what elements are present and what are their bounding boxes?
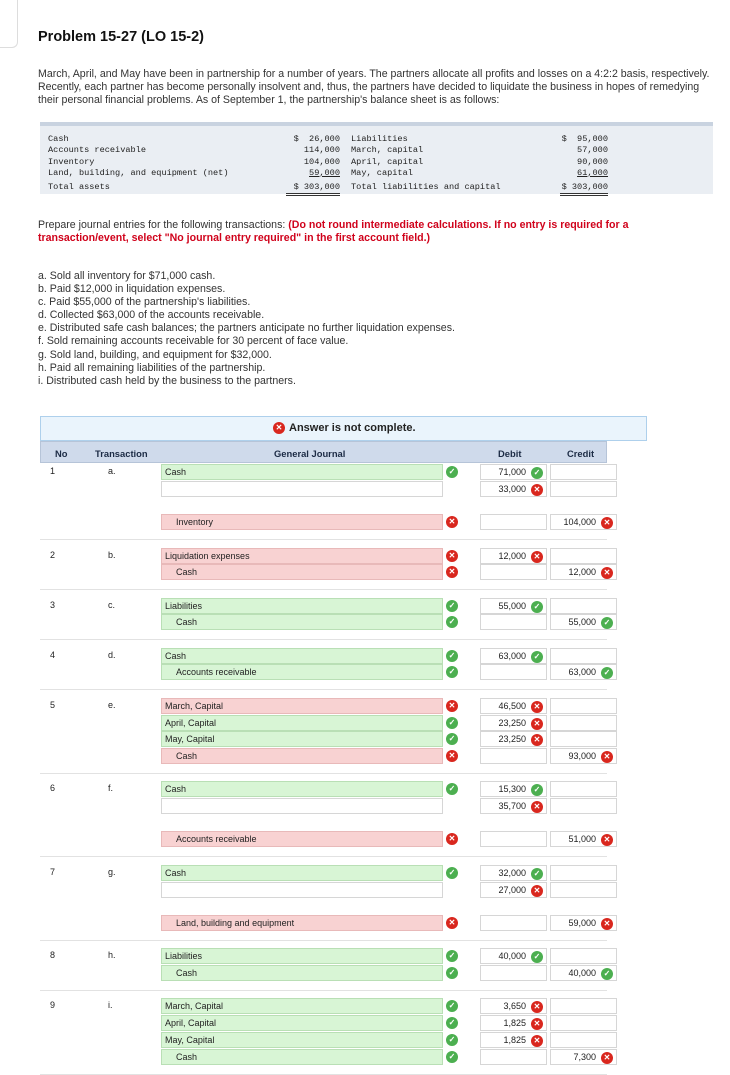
- correct-icon: [444, 731, 460, 747]
- x-icon: ✕: [601, 751, 613, 763]
- entry-divider: [40, 639, 607, 640]
- correct-icon: [444, 1015, 460, 1031]
- x-icon: ✕: [446, 750, 458, 762]
- transaction-item: i. Distributed cash held by the business to the partners.: [38, 374, 296, 387]
- credit-field[interactable]: [550, 948, 617, 964]
- header-debit: Debit: [498, 448, 522, 459]
- check-icon: ✓: [531, 651, 543, 663]
- debit-field[interactable]: [480, 715, 547, 731]
- debit-value: 1,825: [503, 1018, 526, 1029]
- account-field[interactable]: April, Capital: [161, 1015, 443, 1031]
- check-icon: ✓: [446, 600, 458, 612]
- credit-field[interactable]: [550, 915, 617, 931]
- correct-icon: [444, 664, 460, 680]
- credit-value: 63,000: [568, 667, 596, 678]
- account-field[interactable]: Cash: [161, 648, 443, 664]
- debit-value: 32,000: [498, 867, 526, 878]
- bs-asset-label: Cash: [48, 134, 69, 144]
- credit-value: 59,000: [568, 917, 596, 928]
- account-field[interactable]: Cash: [161, 865, 443, 881]
- debit-field[interactable]: [480, 915, 547, 931]
- debit-value: 46,500: [498, 700, 526, 711]
- bs-asset-value: 114,000: [303, 145, 340, 156]
- debit-value: 71,000: [498, 467, 526, 477]
- debit-field[interactable]: [480, 664, 547, 680]
- credit-field[interactable]: [550, 882, 617, 898]
- account-field[interactable]: [161, 481, 443, 497]
- debit-value: 15,300: [498, 784, 526, 795]
- debit-field[interactable]: [480, 598, 547, 614]
- entry-divider: [40, 940, 607, 941]
- debit-value: 12,000: [498, 550, 526, 561]
- debit-value: 23,250: [498, 717, 526, 728]
- account-field[interactable]: Accounts receivable: [161, 831, 443, 847]
- bs-total-assets-label: Total assets: [48, 182, 110, 193]
- x-icon: ✕: [531, 718, 543, 730]
- entry-number: 8: [50, 950, 56, 961]
- header-credit: Credit: [567, 448, 595, 459]
- check-icon: ✓: [446, 1051, 458, 1063]
- transaction-item: a. Sold all inventory for $71,000 cash.: [38, 270, 216, 282]
- x-icon: ✕: [531, 734, 543, 746]
- entry-number: 3: [50, 599, 56, 610]
- transaction-item: b. Paid $12,000 in liquidation expenses.: [38, 283, 226, 296]
- x-icon: ✕: [601, 567, 613, 579]
- account-field[interactable]: [161, 798, 443, 814]
- bs-liability-label: March, capital: [351, 145, 424, 156]
- bs-asset-labels: [48, 134, 229, 193]
- check-icon: ✓: [446, 967, 458, 979]
- credit-value: 7,300: [573, 1051, 596, 1062]
- correct-icon: [444, 865, 460, 881]
- bs-asset-label: Land, building, and equipment (net): [48, 167, 229, 178]
- entry-number: 1: [50, 466, 56, 476]
- entry-transaction: b.: [108, 549, 116, 560]
- bs-liability-label: Liabilities: [351, 134, 408, 144]
- journal-header: [40, 441, 607, 463]
- x-icon: ✕: [601, 918, 613, 930]
- entry-number: 9: [50, 1000, 56, 1011]
- credit-field[interactable]: [550, 698, 617, 714]
- correct-icon: [444, 648, 460, 664]
- transaction-item: h. Paid all remaining liabilities of the partnership.: [38, 361, 266, 374]
- correct-icon: [444, 715, 460, 731]
- bs-total-assets-value: $ 303,000: [286, 182, 340, 196]
- bs-total-liab-value: $ 303,000: [560, 182, 608, 196]
- account-field[interactable]: Cash: [161, 965, 443, 981]
- x-icon: ✕: [601, 1052, 613, 1064]
- account-field[interactable]: May, Capital: [161, 731, 443, 747]
- banner-text: Answer is not complete.: [289, 422, 416, 434]
- bs-liability-value: 61,000: [577, 167, 608, 178]
- bs-asset-value: $ 26,000: [293, 134, 340, 144]
- entry-transaction: i.: [108, 1000, 113, 1011]
- bs-liability-labels: [351, 134, 501, 193]
- correct-icon: [444, 948, 460, 964]
- account-field[interactable]: Cash: [161, 1049, 443, 1065]
- check-icon: ✓: [446, 466, 458, 478]
- credit-field[interactable]: [550, 464, 617, 480]
- bs-asset-value: 104,000: [303, 156, 340, 167]
- check-icon: ✓: [446, 1017, 458, 1029]
- debit-field[interactable]: [480, 798, 547, 814]
- correct-icon: [444, 781, 460, 797]
- account-field[interactable]: Cash: [161, 564, 443, 580]
- x-icon: ✕: [601, 517, 613, 529]
- debit-value: 63,000: [498, 650, 526, 661]
- credit-field[interactable]: [550, 1049, 617, 1065]
- debit-field[interactable]: [480, 882, 547, 898]
- credit-field[interactable]: [550, 598, 617, 614]
- debit-value: 40,000: [498, 951, 526, 962]
- debit-value: 1,825: [503, 1034, 526, 1045]
- account-field[interactable]: Cash: [161, 781, 443, 797]
- answer-status-banner: [40, 416, 647, 441]
- debit-value: 55,000: [498, 600, 526, 611]
- debit-field[interactable]: [480, 481, 547, 497]
- x-icon: ✕: [531, 1018, 543, 1030]
- debit-field[interactable]: [480, 831, 547, 847]
- instructions-text: Prepare journal entries for the following transactions:: [38, 219, 289, 231]
- instructions-emphasis: (Do not round intermediate calculations. If no entry is required for a transaction/event, select "No journal entry required" in the first account field.): [38, 219, 629, 244]
- entry-divider: [40, 539, 607, 540]
- check-icon: ✓: [446, 867, 458, 879]
- incorrect-icon: [444, 831, 460, 847]
- incorrect-icon: [444, 564, 460, 580]
- entry-number: 6: [50, 783, 56, 794]
- x-icon: ✕: [531, 1001, 543, 1013]
- bs-asset-value: 59,000: [309, 167, 340, 178]
- window-corner: [0, 0, 18, 48]
- debit-field[interactable]: [480, 514, 547, 530]
- debit-field[interactable]: [480, 564, 547, 580]
- x-icon: ✕: [531, 701, 543, 713]
- credit-field[interactable]: [550, 548, 617, 564]
- x-icon: ✕: [446, 917, 458, 929]
- debit-field[interactable]: [480, 464, 547, 480]
- correct-icon: [444, 598, 460, 614]
- check-icon: ✓: [446, 950, 458, 962]
- correct-icon: [444, 965, 460, 981]
- credit-field[interactable]: [550, 564, 617, 580]
- check-icon: ✓: [531, 951, 543, 963]
- credit-value: 40,000: [568, 968, 596, 978]
- balance-sheet: [40, 122, 713, 194]
- debit-field[interactable]: [480, 965, 547, 981]
- correct-icon: [444, 1032, 460, 1048]
- x-icon: ✕: [446, 566, 458, 578]
- entry-number: 4: [50, 649, 56, 660]
- account-field[interactable]: Cash: [161, 614, 443, 630]
- debit-value: 33,000: [498, 483, 526, 494]
- journal-table: [40, 441, 611, 1062]
- account-field[interactable]: March, Capital: [161, 698, 443, 714]
- account-field[interactable]: Cash: [161, 464, 443, 480]
- debit-field[interactable]: [480, 998, 547, 1014]
- incorrect-icon: [444, 915, 460, 931]
- check-icon: ✓: [446, 733, 458, 745]
- debit-field[interactable]: [480, 548, 547, 564]
- bs-asset-label: Accounts receivable: [48, 145, 146, 156]
- entry-divider: [40, 689, 607, 690]
- credit-field[interactable]: [550, 715, 617, 731]
- x-icon: ✕: [531, 1035, 543, 1047]
- account-field[interactable]: Liquidation expenses: [161, 548, 443, 564]
- debit-value: 27,000: [498, 884, 526, 895]
- bs-liability-values: [560, 134, 608, 196]
- credit-field[interactable]: [550, 998, 617, 1014]
- check-icon: ✓: [446, 666, 458, 678]
- credit-field[interactable]: [550, 781, 617, 797]
- check-icon: ✓: [446, 783, 458, 795]
- transaction-item: f. Sold remaining accounts receivable for 30 percent of face value.: [38, 335, 349, 348]
- incorrect-icon: [444, 548, 460, 564]
- banner-content: [273, 422, 416, 434]
- debit-field[interactable]: [480, 781, 547, 797]
- entry-transaction: g.: [108, 866, 116, 877]
- correct-icon: [444, 464, 460, 480]
- bs-total-liab-label: Total liabilities and capital: [351, 182, 501, 193]
- account-field[interactable]: Cash: [161, 748, 443, 764]
- debit-field[interactable]: [480, 614, 547, 630]
- debit-field[interactable]: [480, 748, 547, 764]
- credit-field[interactable]: [550, 831, 617, 847]
- check-icon: ✓: [531, 868, 543, 880]
- header-transaction: Transaction: [95, 448, 148, 459]
- debit-field[interactable]: [480, 1032, 547, 1048]
- credit-field[interactable]: [550, 1032, 617, 1048]
- incorrect-icon: [444, 698, 460, 714]
- account-field[interactable]: [161, 882, 443, 898]
- transaction-item: d. Collected $63,000 of the accounts receivable.: [38, 309, 265, 322]
- x-icon: ✕: [446, 833, 458, 845]
- debit-field[interactable]: [480, 731, 547, 747]
- credit-value: 104,000: [563, 517, 596, 528]
- check-icon: ✓: [446, 1034, 458, 1046]
- incorrect-icon: [444, 514, 460, 530]
- account-field[interactable]: April, Capital: [161, 715, 443, 731]
- account-field[interactable]: Accounts receivable: [161, 664, 443, 680]
- entry-transaction: a.: [108, 466, 116, 476]
- account-field[interactable]: Liabilities: [161, 948, 443, 964]
- bs-asset-values: [286, 134, 340, 196]
- page-title: Problem 15-27 (LO 15-2): [38, 29, 204, 45]
- instructions: [38, 219, 678, 245]
- debit-value: 3,650: [503, 1001, 526, 1012]
- debit-field[interactable]: [480, 1015, 547, 1031]
- transaction-item: c. Paid $55,000 of the partnership's liabilities.: [38, 296, 251, 309]
- x-icon: ✕: [446, 550, 458, 562]
- debit-value: 23,250: [498, 734, 526, 745]
- credit-value: 51,000: [568, 834, 596, 845]
- check-icon: ✓: [531, 601, 543, 613]
- check-icon: ✓: [601, 617, 613, 629]
- debit-field[interactable]: [480, 948, 547, 964]
- x-icon: ✕: [601, 834, 613, 846]
- entry-number: 5: [50, 699, 56, 710]
- debit-field[interactable]: [480, 648, 547, 664]
- bs-liability-label: April, capital: [351, 156, 424, 167]
- credit-field[interactable]: [550, 1015, 617, 1031]
- x-icon: ✕: [531, 551, 543, 563]
- incorrect-icon: ✕: [273, 422, 285, 434]
- debit-field[interactable]: [480, 865, 547, 881]
- credit-value: 55,000: [568, 617, 596, 628]
- transaction-item: e. Distributed safe cash balances; the partners anticipate no further liquidation expenses.: [38, 322, 455, 335]
- account-field[interactable]: Land, building and equipment: [161, 915, 443, 931]
- entry-transaction: f.: [108, 783, 114, 794]
- x-icon: ✕: [531, 801, 543, 813]
- bs-liability-label: May, capital: [351, 167, 413, 178]
- entry-divider: [40, 589, 607, 590]
- entry-divider: [40, 990, 607, 991]
- x-icon: ✕: [446, 516, 458, 528]
- debit-value: 35,700: [498, 801, 526, 811]
- transaction-list: [38, 270, 455, 388]
- account-field[interactable]: Inventory: [161, 514, 443, 530]
- credit-field[interactable]: [550, 965, 617, 981]
- bs-liability-value: $ 95,000: [561, 134, 608, 144]
- check-icon: ✓: [446, 650, 458, 662]
- credit-value: 12,000: [568, 567, 596, 578]
- x-icon: ✕: [446, 700, 458, 712]
- entry-divider: [40, 856, 607, 857]
- check-icon: ✓: [531, 784, 543, 796]
- x-icon: ✕: [531, 484, 543, 496]
- credit-field[interactable]: [550, 481, 617, 497]
- header-no: No: [55, 448, 68, 459]
- check-icon: ✓: [446, 1000, 458, 1012]
- problem-intro: March, April, and May have been in partnership for a number of years. The partners allocate all profits and losses on a 4:2:2 basis, respectively. Recently, each partner has become personally insolvent and, thus, the partners have decided to liquidate the business in hopes of remedying their personal financial problems. As of September 1, the partnership's balance sheet is as follows:: [38, 68, 710, 106]
- x-icon: ✕: [531, 885, 543, 897]
- account-field[interactable]: Liabilities: [161, 598, 443, 614]
- account-field[interactable]: March, Capital: [161, 998, 443, 1014]
- bs-liability-value: 90,000: [577, 156, 608, 167]
- entry-transaction: h.: [108, 950, 116, 961]
- incorrect-icon: [444, 748, 460, 764]
- credit-field[interactable]: [550, 514, 617, 530]
- correct-icon: [444, 998, 460, 1014]
- correct-icon: [444, 614, 460, 630]
- bs-liability-value: 57,000: [577, 145, 608, 156]
- header-general-journal: General Journal: [274, 448, 346, 459]
- entry-divider: [40, 1074, 607, 1075]
- credit-field[interactable]: [550, 614, 617, 630]
- bs-asset-label: Inventory: [48, 156, 95, 167]
- debit-field[interactable]: [480, 698, 547, 714]
- credit-field[interactable]: [550, 865, 617, 881]
- check-icon: ✓: [601, 667, 613, 679]
- debit-field[interactable]: [480, 1049, 547, 1065]
- credit-field[interactable]: [550, 798, 617, 814]
- credit-field[interactable]: [550, 664, 617, 680]
- entry-transaction: c.: [108, 599, 116, 610]
- credit-value: 93,000: [568, 750, 596, 761]
- entry-transaction: e.: [108, 699, 116, 710]
- check-icon: ✓: [446, 616, 458, 628]
- credit-field[interactable]: [550, 648, 617, 664]
- entry-number: 7: [50, 866, 56, 877]
- entry-number: 2: [50, 549, 56, 560]
- correct-icon: [444, 1049, 460, 1065]
- credit-field[interactable]: [550, 731, 617, 747]
- account-field[interactable]: May, Capital: [161, 1032, 443, 1048]
- check-icon: ✓: [601, 968, 613, 980]
- credit-field[interactable]: [550, 748, 617, 764]
- transaction-item: g. Sold land, building, and equipment for $32,000.: [38, 348, 272, 361]
- entry-divider: [40, 773, 607, 774]
- check-icon: ✓: [446, 717, 458, 729]
- check-icon: ✓: [531, 467, 543, 479]
- entry-transaction: d.: [108, 649, 116, 660]
